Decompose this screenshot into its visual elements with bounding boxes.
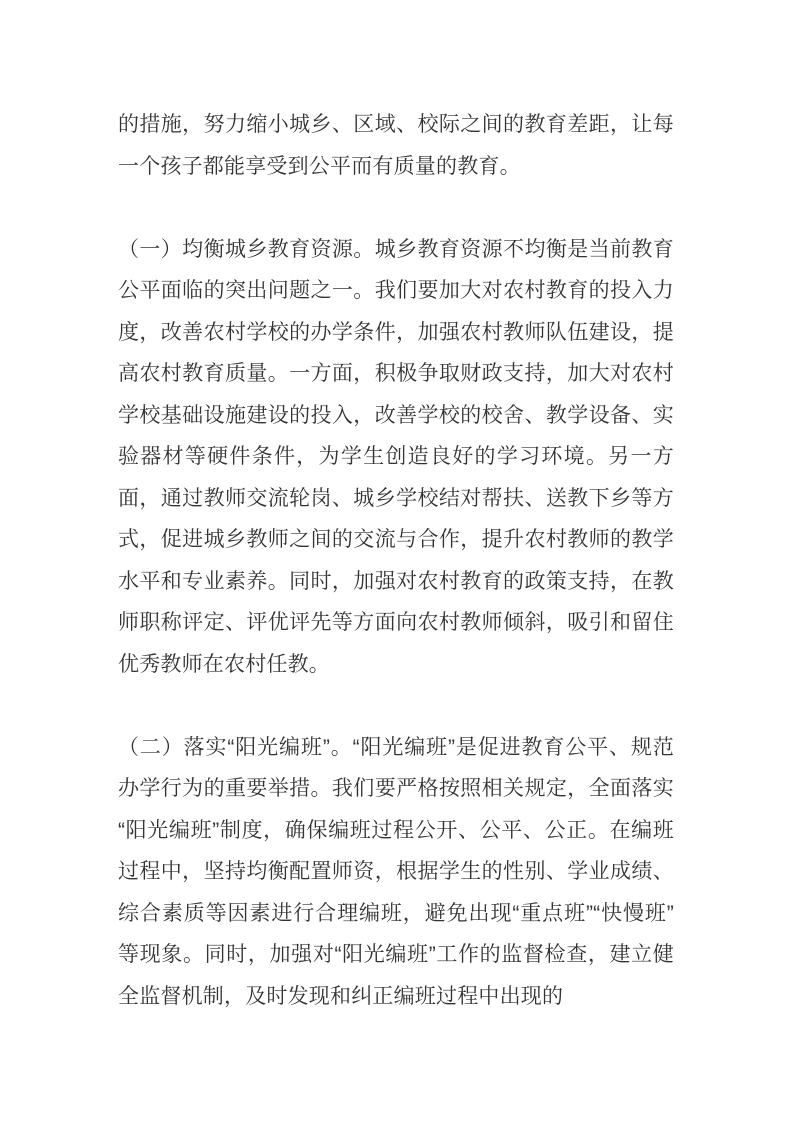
document-body-text (118, 104, 674, 1017)
paragraph-section-1-balance-urban-rural-education: （一）均衡城乡教育资源。城乡教育资源不均衡是当前教育公平面临的突出问题之一。我们要加大对农村教育的投入力度，改善农村学校的办学条件，加强农村教师队伍建设，提高农村教育质量。一方面，积极争取财政支持，加大对农村学校基础设施建设的投入，改善学校的校舍、教学设备、实验器材等硬件条件，为学生创造良好的学习环境。另一方面，通过教师交流轮岗、城乡学校结对帮扶、送教下乡等方式，促进城乡教师之间的交流与合作，提升农村教师的教学水平和专业素养。同时，加强对农村教育的政策支持，在教师职称评定、评优评先等方面向农村教师倾斜，吸引和留住优秀教师在农村任教。 (118, 237, 674, 676)
paragraph-section-2-sunshine-class-placement: （二）落实“阳光编班”。“阳光编班”是促进教育公平、规范办学行为的重要举措。我们要严格按照相关规定，全面落实“阳光编班”制度，确保编班过程公开、公平、公正。在编班过程中，坚持均衡配置师资，根据学生的性别、学业成绩、综合素质等因素进行合理编班，避免出现“重点班”“快慢班”等现象。同时，加强对“阳光编班”工作的监督检查，建立健全监督机制，及时发现和纠正编班过程中出现的 (118, 735, 674, 1008)
paragraph-continuation: 的措施，努力缩小城乡、区域、校际之间的教育差距，让每一个孩子都能享受到公平而有质量的教育。 (118, 113, 674, 178)
